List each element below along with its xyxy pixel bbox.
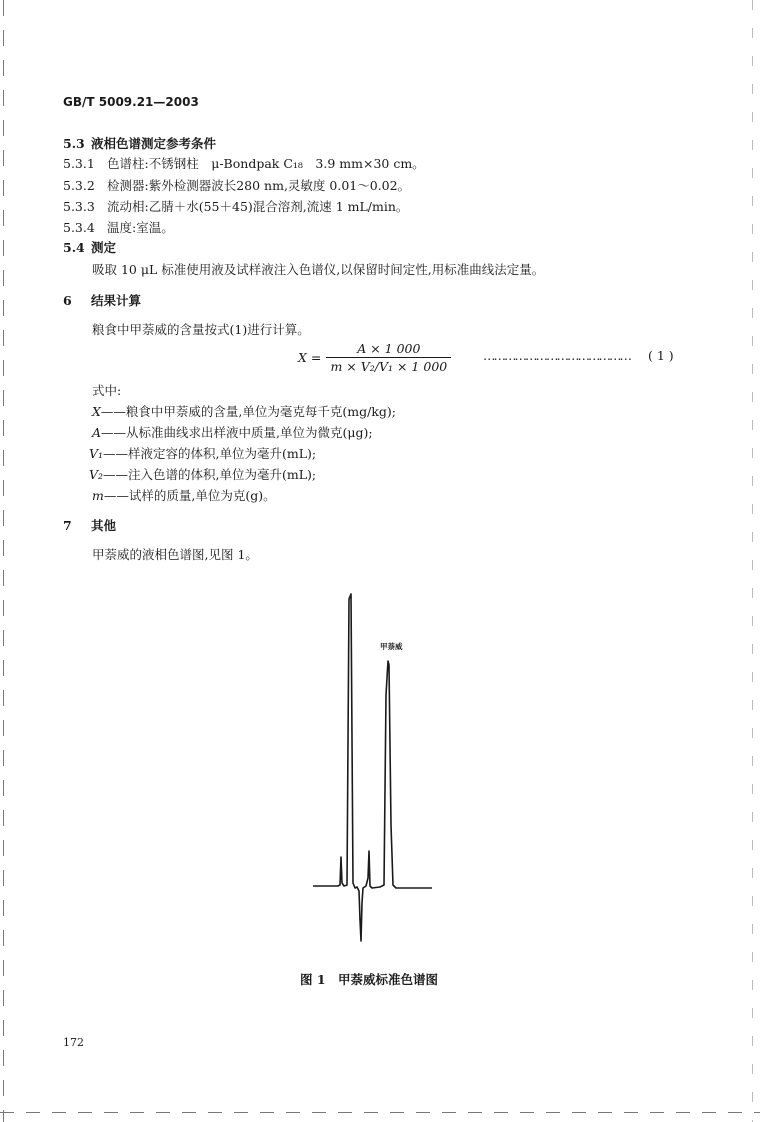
section-number: 7 [63, 518, 72, 533]
item-5-3-3 [63, 197, 408, 215]
formula-lhs: X = [298, 350, 322, 365]
formula-fraction [326, 341, 451, 374]
definition-symbol: X [92, 404, 101, 419]
definition-m [92, 486, 276, 504]
section-title: 其他 [91, 518, 117, 533]
definition-text: ——注入色谱的体积,单位为毫升(mL); [103, 467, 317, 482]
right-scan-border [752, 0, 753, 1122]
section-title: 测定 [91, 240, 117, 255]
definition-x [92, 402, 396, 420]
section-5-3-heading [63, 134, 216, 152]
item-text: 色谱柱:不锈钢柱 μ-Bondpak C₁₈ 3.9 mm×30 cm。 [107, 156, 425, 171]
item-5-3-4 [63, 218, 174, 236]
item-number: 5.3.2 [63, 178, 95, 193]
item-number: 5.3.1 [63, 156, 95, 171]
section-5-4-body: 吸取 10 μL 标准使用液及试样液注入色谱仪,以保留时间定性,用标准曲线法定量。 [92, 262, 545, 277]
definition-symbol: m [92, 488, 104, 503]
section-6-intro: 粮食中甲萘威的含量按式(1)进行计算。 [92, 322, 310, 337]
item-number: 5.3.4 [63, 220, 95, 235]
definition-symbol: V₂ [89, 467, 104, 482]
item-number: 5.3.3 [63, 199, 95, 214]
definition-a [92, 423, 373, 441]
section-number: 5.3 [63, 136, 85, 151]
section-7-body: 甲萘威的液相色谱图,见图 1。 [92, 547, 258, 562]
definition-text: ——从标准曲线求出样液中质量,单位为微克(μg); [101, 425, 373, 440]
definition-symbol: A [92, 425, 102, 440]
definition-text: ——粮食中甲萘威的含量,单位为毫克每千克(mg/kg); [100, 404, 396, 419]
item-5-3-1 [63, 154, 425, 172]
formula-numerator: A × 1 000 [326, 341, 451, 358]
section-5-4-heading [63, 238, 116, 256]
where-label: 式中: [92, 383, 122, 398]
definition-text: ——样液定容的体积,单位为毫升(mL); [103, 446, 317, 461]
left-scan-border [3, 0, 4, 1122]
item-5-3-2 [63, 176, 410, 194]
formula-1 [298, 341, 451, 374]
standard-number: GB/T 5009.21—2003 [63, 95, 199, 109]
item-text: 流动相:乙腈＋水(55＋45)混合溶剂,流速 1 mL/min。 [107, 199, 409, 214]
figure-caption: 图 1 甲萘威标准色谱图 [300, 972, 439, 987]
item-text: 检测器:紫外检测器波长280 nm,灵敏度 0.01～0.02。 [107, 178, 411, 193]
section-number: 5.4 [63, 240, 85, 255]
bottom-scan-border [0, 1112, 760, 1113]
definition-v1 [89, 444, 316, 462]
definition-text: ——试样的质量,单位为克(g)。 [103, 488, 276, 503]
peak-label: 甲萘威 [380, 642, 403, 651]
item-text: 温度:室温。 [107, 220, 174, 235]
page-number: 172 [63, 1036, 84, 1049]
chromatogram-trace [313, 594, 432, 941]
formula-number: ( 1 ) [648, 348, 674, 363]
definition-symbol: V₁ [89, 446, 104, 461]
section-title: 液相色谱测定参考条件 [91, 136, 217, 151]
formula-leader-dots: …………………………………… [483, 348, 630, 363]
definition-v2 [89, 465, 316, 483]
section-title: 结果计算 [91, 293, 142, 308]
formula-denominator: m × V₂/V₁ × 1 000 [330, 359, 448, 374]
section-6-heading [63, 291, 141, 309]
chromatogram-figure [300, 585, 450, 950]
section-7-heading [63, 516, 116, 534]
section-number: 6 [63, 293, 72, 308]
